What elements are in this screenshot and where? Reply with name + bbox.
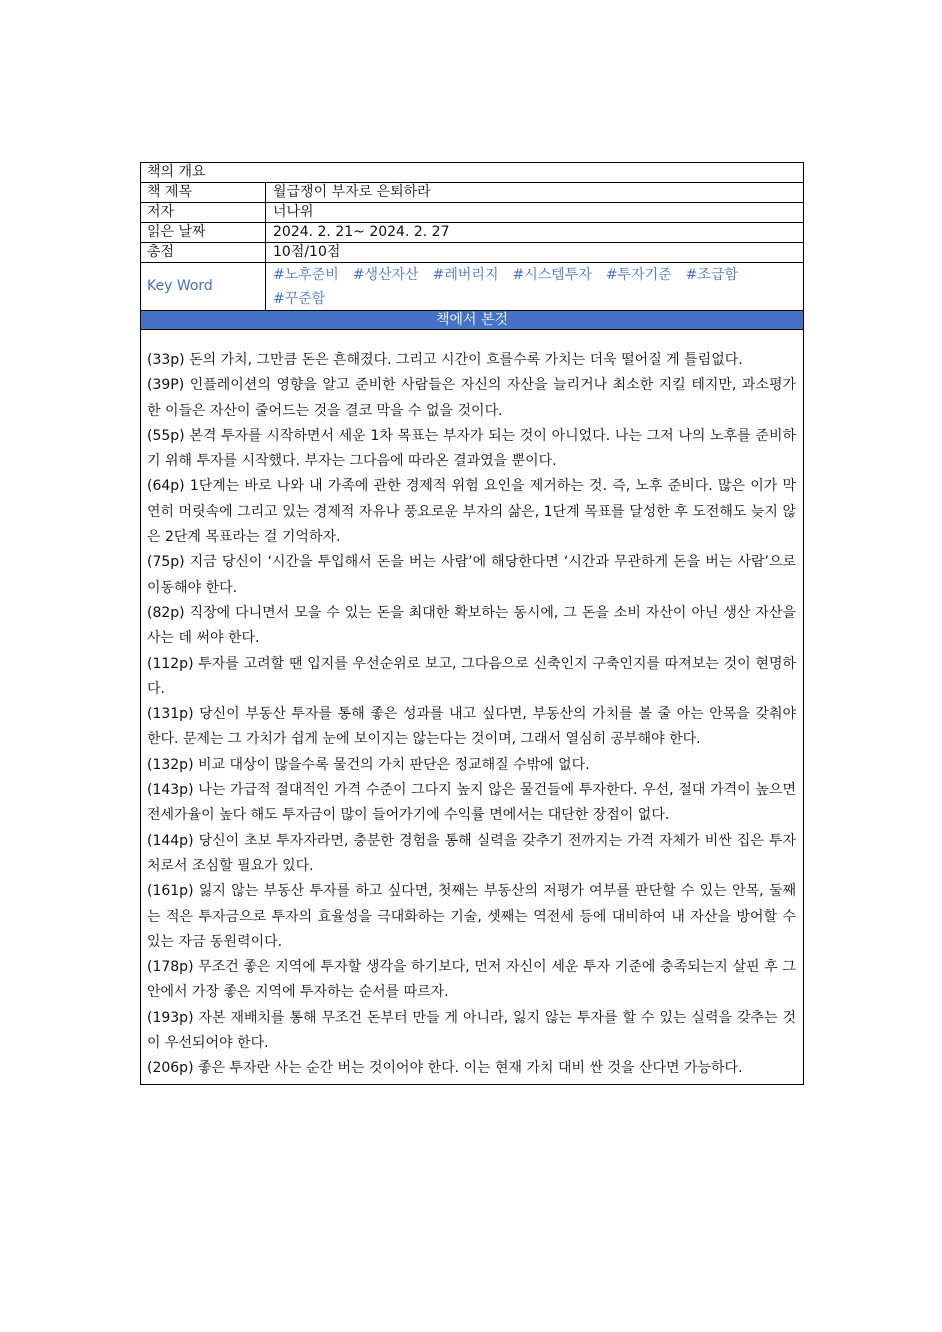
note-item: (55p) 본격 투자를 시작하면서 세운 1차 목표는 부자가 되는 것이 아니었다. 나는 그저 나의 노후를 준비하기 위해 투자를 시작했다. 부자는 그다음에 따라온 결과였을 뿐이다. [147,427,796,470]
section-header: 책에서 본것 [141,311,803,330]
note-item: (131p) 당신이 부동산 투자를 통해 좋은 성과를 내고 싶다면, 부동산의 가치를 볼 줄 아는 안목을 갖춰야 한다. 문제는 그 가치가 쉽게 눈에 보이지는 않는다는 것이며, 그래서 열심히 공부해야 한다. [147,706,796,748]
field-label: 책 제목 [141,183,266,202]
note-item: (132p) 비교 대상이 많을수록 물건의 가치 판단은 정교해질 수밖에 없다. [147,756,590,773]
score-value: 10점/10점 [273,244,341,260]
book-title-value: 월급쟁이 부자로 은퇴하라 [273,184,431,200]
note-item: (64p) 1단계는 바로 나와 내 가족에 관한 경제적 위험 요인을 제거하는 것. 즉, 노후 준비다. 많은 이가 막연히 머릿속에 그리고 있는 경제적 자유나 풍요로운 부자의 삶은, 1단계 목표를 달성한 후 도전해도 늦지 않은 2단계 목표라는 걸 기억하자. [147,478,796,546]
keyword-tag: #꾸준함 [273,291,326,307]
note-item: (75p) 지금 당신이 ‘시간을 투입해서 돈을 버는 사람’에 해당한다면 ‘시간과 무관하게 돈을 버는 사람’으로 이동해야 한다. [147,554,796,596]
note-item: (33p) 돈의 가치, 그만큼 돈은 흔해졌다. 그리고 시간이 흐를수록 가치는 더욱 떨어질 게 틀림없다. [147,352,743,368]
keyword-tag: #노후준비 [273,267,339,283]
notes-list [141,330,803,1084]
keyword-list [266,263,803,310]
field-row-author [141,203,803,223]
keyword-tag: #조급함 [685,267,738,283]
note-item: (178p) 무조건 좋은 지역에 투자할 생각을 하기보다, 먼저 자신이 세운 투자 기준에 충족되는지 살핀 후 그 안에서 가장 좋은 지역에 투자하는 순서를 따르자. [147,959,796,1001]
keyword-label: Key Word [141,263,266,310]
keyword-tag: #레버리지 [432,267,499,283]
note-item: (193p) 자본 재배치를 통해 무조건 돈부터 만들 게 아니라, 잃지 않는 투자를 할 수 있는 실력을 갖추는 것이 우선되어야 한다. [147,1009,796,1052]
note-item: (112p) 투자를 고려할 땐 입지를 우선순위로 보고, 그다음으로 신축인지 구축인지를 따져보는 것이 현명하다. [147,655,796,697]
field-label: 저자 [141,203,266,222]
note-item: (161p) 잃지 않는 부동산 투자를 하고 싶다면, 첫째는 부동산의 저평가 여부를 판단할 수 있는 안목, 둘째는 적은 투자금으로 투자의 효율성을 극대화하는 기술, 셋째는 역전세 등에 대비하여 내 자산을 방어할 수 있는 자금 동원력이다. [147,883,796,950]
field-row-keywords [141,263,803,311]
note-item: (143p) 나는 가급적 절대적인 가격 수준이 그다지 높지 않은 물건들에 투자한다. 우선, 절대 가격이 높으면 전세가율이 높다 해도 투자금이 많이 들어가기에 수익률 면에서는 대단한 장점이 없다. [147,782,796,824]
note-item: (82p) 직장에 다니면서 모을 수 있는 돈을 최대한 확보하는 동시에, 그 돈을 소비 자산이 아닌 생산 자산을 사는 데 써야 한다. [147,604,796,647]
field-label: 총점 [141,243,266,262]
keyword-tag: #생산자산 [352,267,419,283]
read-date-value: 2024. 2. 21~ 2024. 2. 27 [273,224,450,240]
author-value: 너나위 [273,204,314,220]
field-label: 읽은 날짜 [141,223,266,242]
note-item: (144p) 당신이 초보 투자자라면, 충분한 경험을 통해 실력을 갖추기 전까지는 가격 자체가 비싼 집은 투자처로서 조심할 필요가 있다. [147,832,797,874]
overview-title: 책의 개요 [147,164,206,180]
overview-title-row [141,163,803,183]
field-row-score [141,243,803,263]
book-report-table [140,162,804,1085]
note-item: (206p) 좋은 투자란 사는 순간 버는 것이어야 한다. 이는 현재 가치 대비 싼 것을 산다면 가능하다. [147,1060,743,1077]
keyword-tag: #투자기준 [605,267,672,283]
field-row-title [141,183,803,203]
note-item: (39P) 인플레이션의 영향을 알고 준비한 사람들은 자신의 자산을 늘리거나 최소한 지킬 테지만, 과소평가한 이들은 자산이 줄어드는 것을 결코 막을 수 없을 것이다. [147,377,796,419]
keyword-tag: #시스템투자 [512,267,592,283]
field-row-read-date [141,223,803,243]
